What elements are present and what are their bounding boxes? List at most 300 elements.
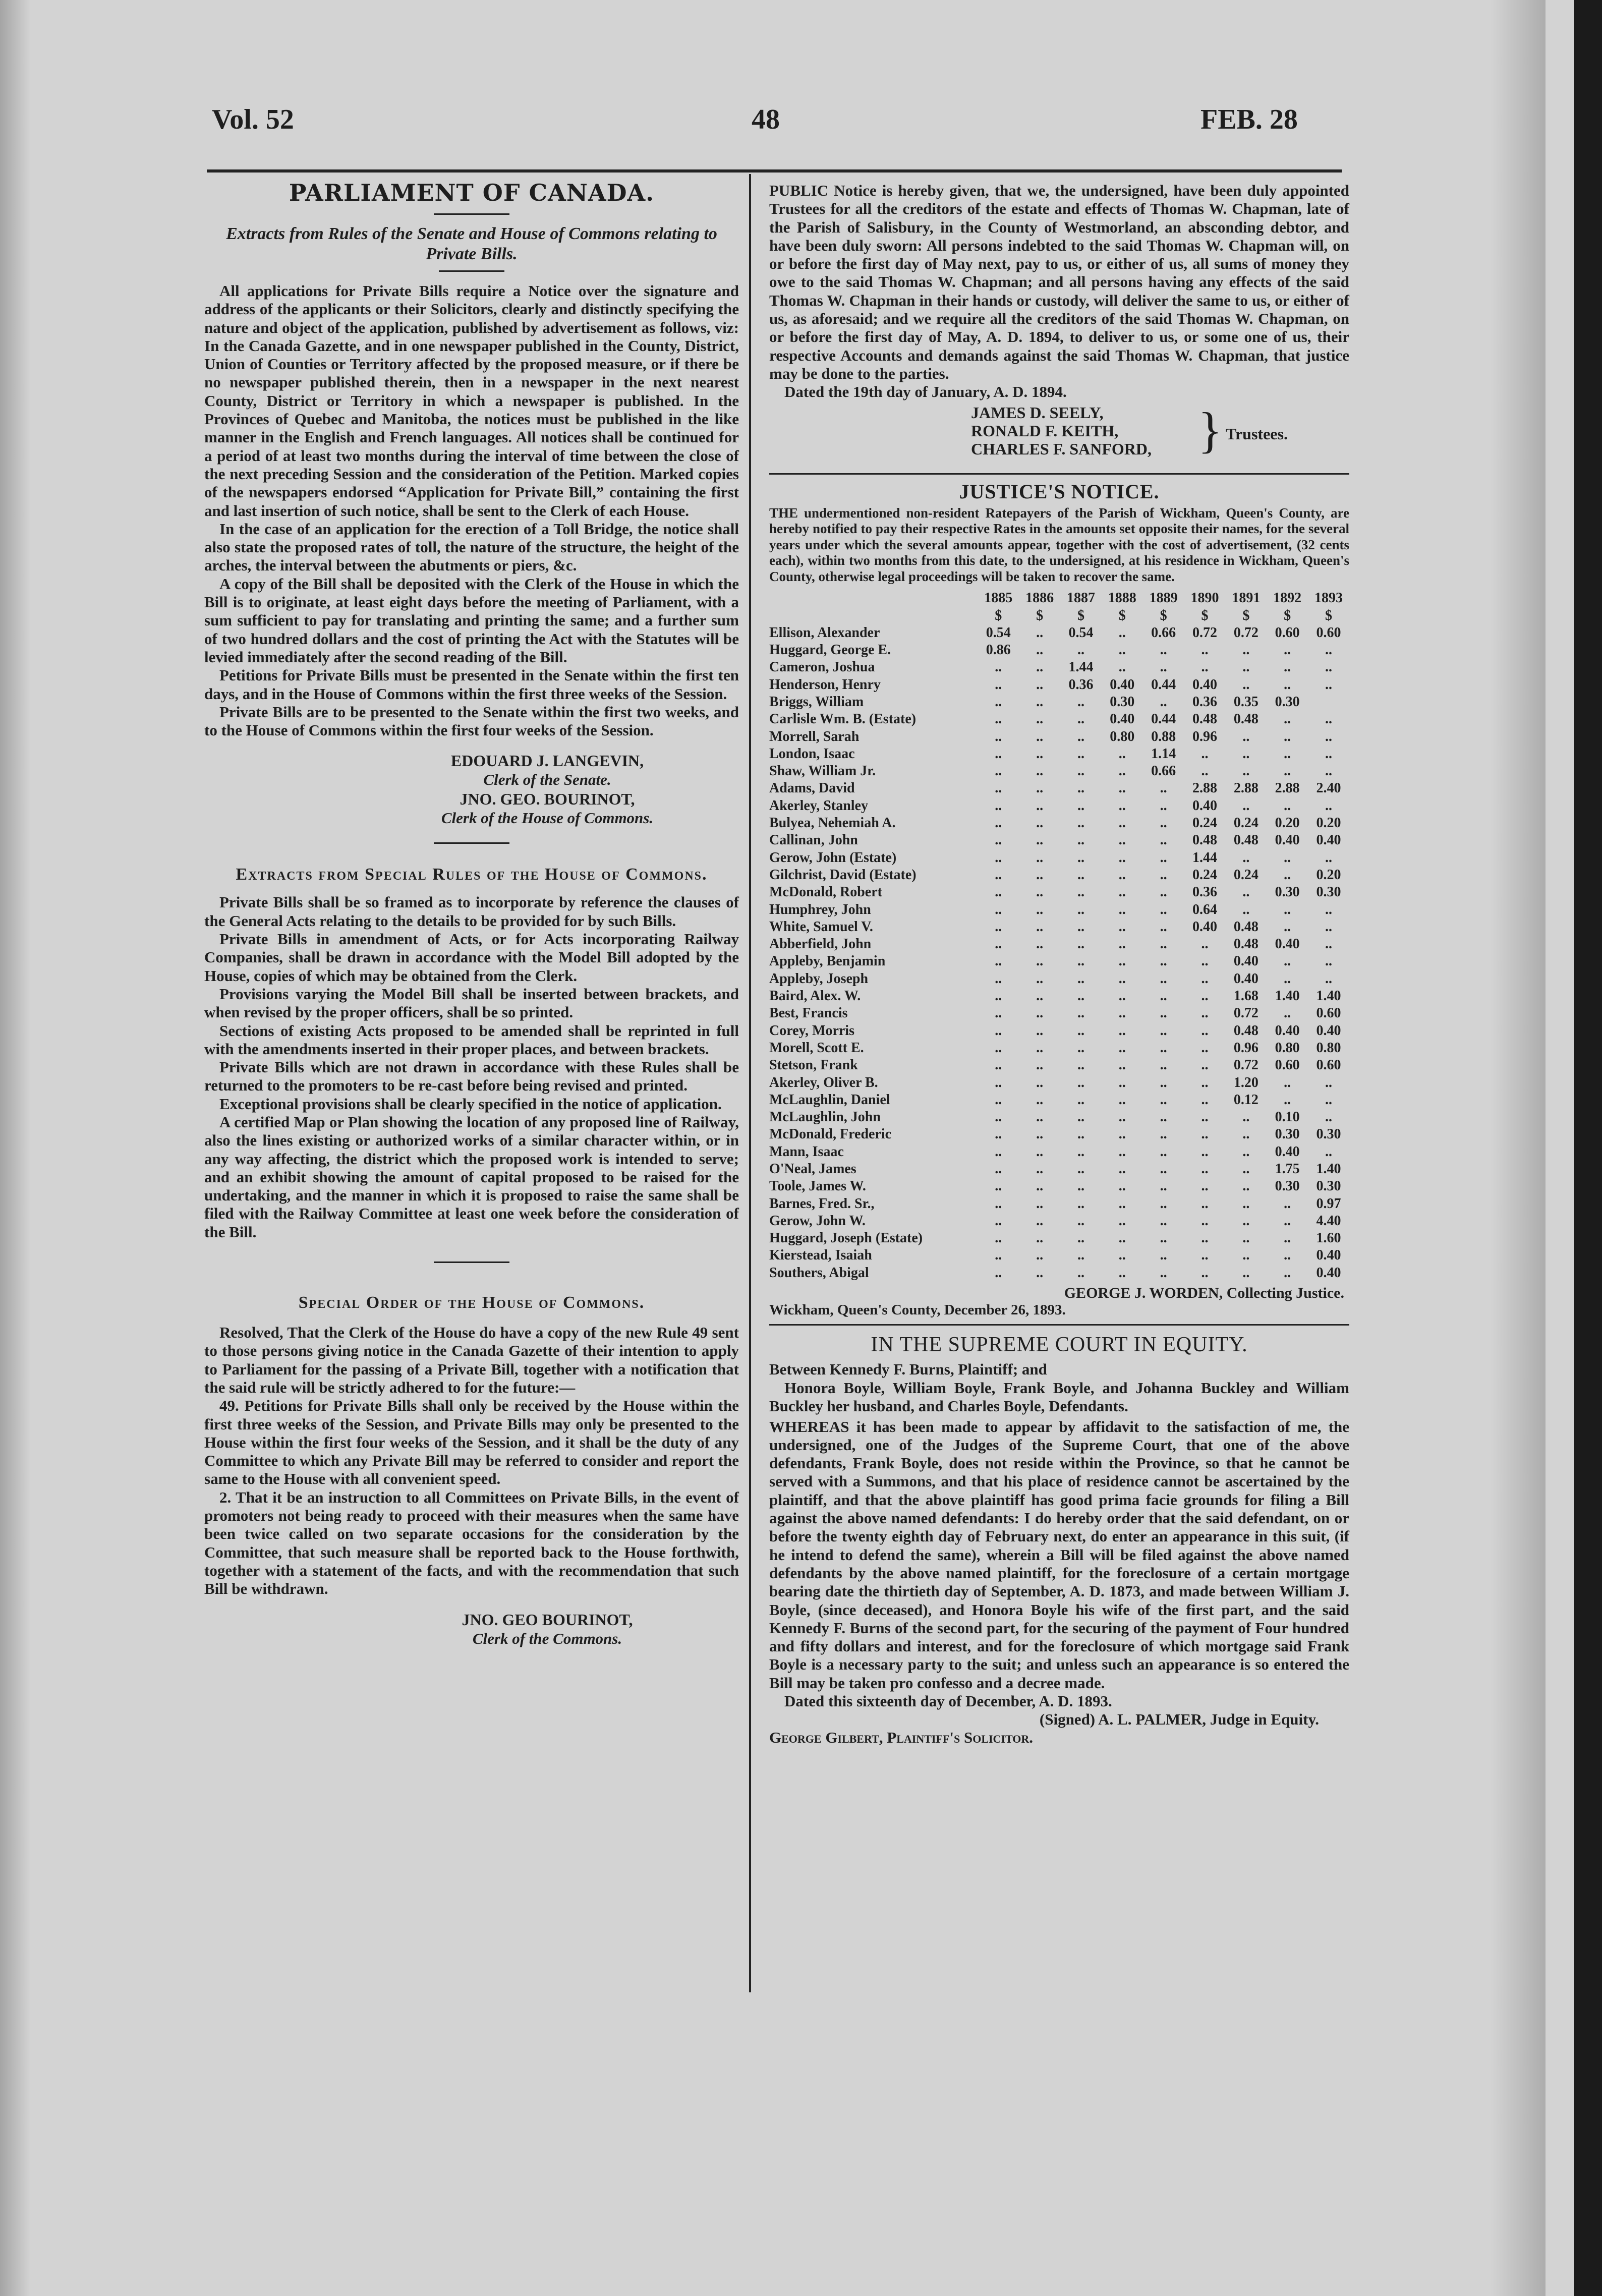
rate-amount: .. (1118, 849, 1126, 866)
rate-amount: 0.60 (1275, 624, 1300, 641)
rate-amount: 0.20 (1275, 815, 1300, 831)
rate-amount: .. (1284, 953, 1291, 969)
rate-amount: .. (1077, 1074, 1084, 1090)
rate-amount: .. (1284, 1230, 1291, 1246)
rate-amount: .. (1160, 1074, 1167, 1090)
rate-amount: 0.48 (1233, 1022, 1258, 1039)
rate-amount: 0.30 (1275, 694, 1300, 710)
rate-amount: .. (1160, 832, 1167, 848)
rate-amount: 0.35 (1233, 694, 1258, 710)
rate-amount: 0.40 (1275, 1022, 1300, 1039)
ratepayer-name: Toole, James W. (769, 1178, 866, 1194)
table-row (769, 642, 1349, 659)
rate-amount: 0.40 (1316, 832, 1341, 848)
rate-amount: .. (995, 1195, 1002, 1212)
rate-amount: .. (1160, 1022, 1167, 1039)
rate-amount: .. (1242, 1247, 1250, 1264)
table-row (769, 1126, 1349, 1143)
rate-amount: .. (1118, 1092, 1126, 1108)
rate-amount: .. (995, 832, 1002, 848)
court-title: IN THE SUPREME COURT IN EQUITY. (871, 1333, 1248, 1356)
table-row (769, 1057, 1349, 1074)
rate-amount: .. (1201, 642, 1209, 658)
paragraph: In the case of an application for the erection of a Toll Bridge, the notice shall also state the proposed rates of toll, the nature of the structure, the height of the arches, the interval between the abutments or piers, &c. (204, 520, 739, 575)
rate-amount: .. (1036, 711, 1044, 727)
rate-amount: 0.24 (1233, 815, 1258, 831)
table-row (769, 1092, 1349, 1109)
table-row (769, 1074, 1349, 1091)
divider (439, 270, 504, 272)
rate-amount: .. (1325, 901, 1333, 917)
table-row (769, 763, 1349, 780)
rate-amount: 0.72 (1192, 624, 1217, 641)
table-row (769, 1109, 1349, 1126)
private-bills-rules (204, 282, 739, 739)
rate-amount: .. (995, 1247, 1002, 1264)
rate-amount: 0.40 (1110, 676, 1135, 693)
rate-amount: .. (995, 1005, 1002, 1021)
rate-amount: .. (1118, 1022, 1126, 1039)
rate-amount: 1.20 (1233, 1074, 1258, 1090)
rate-amount: .. (1036, 694, 1044, 710)
paragraph: Private Bills are to be presented to the Senate within the first two weeks, and to the House of Commons within the first four weeks of the Session. (204, 703, 739, 739)
ratepayer-name: Henderson, Henry (769, 676, 881, 693)
ratepayer-name: Best, Francis (769, 1005, 848, 1021)
divider (434, 1261, 509, 1263)
currency-symbol: $ (1036, 607, 1044, 623)
rate-amount: .. (1036, 659, 1044, 675)
table-row (769, 1178, 1349, 1195)
signature-name: JNO. GEO BOURINOT, (462, 1610, 633, 1629)
rate-amount: .. (1242, 901, 1250, 917)
rate-amount: .. (1036, 970, 1044, 987)
trustee-block (769, 401, 1349, 469)
rate-amount: .. (1036, 919, 1044, 935)
ratepayer-name: Corey, Morris (769, 1022, 854, 1039)
rate-amount: .. (995, 919, 1002, 935)
rate-amount: 0.96 (1233, 1040, 1258, 1056)
table-row (769, 815, 1349, 832)
rate-amount: .. (1160, 1109, 1167, 1125)
ratepayer-name: Appleby, Joseph (769, 970, 869, 987)
rate-amount: .. (995, 849, 1002, 866)
rate-amount: .. (1077, 867, 1084, 883)
rate-amount: .. (1242, 884, 1250, 900)
ratepayer-name: Huggard, Joseph (Estate) (769, 1230, 923, 1246)
rate-amount: .. (1036, 1074, 1044, 1090)
rate-amount: .. (995, 1161, 1002, 1177)
rate-amount: .. (1118, 867, 1126, 883)
rate-amount: .. (995, 659, 1002, 675)
rate-amount: .. (1325, 953, 1333, 969)
rate-amount: .. (1242, 849, 1250, 866)
ratepayer-name: Shaw, William Jr. (769, 763, 876, 779)
rate-amount: 0.36 (1068, 676, 1094, 693)
rate-amount: .. (1036, 728, 1044, 744)
rate-amount: .. (1201, 745, 1209, 762)
justice-notice-title: JUSTICE'S NOTICE. (959, 480, 1160, 503)
rate-amount: .. (1077, 1178, 1084, 1194)
rate-amount: 0.54 (1068, 624, 1094, 641)
rate-amount: .. (1284, 728, 1291, 744)
rate-amount: 0.24 (1192, 867, 1217, 883)
rate-amount: .. (1325, 745, 1333, 762)
rate-amount: 2.88 (1192, 780, 1217, 796)
table-row (769, 1143, 1349, 1161)
rules-subtitle: Extracts from Rules of the Senate and House of Commons relating to Private Bills. (226, 224, 717, 263)
rate-amount: .. (1325, 659, 1333, 675)
rate-amount: .. (995, 1109, 1002, 1125)
rate-amount: .. (1242, 797, 1250, 814)
table-row (769, 953, 1349, 970)
page-shadow-right (1490, 0, 1546, 2296)
rate-amount: .. (1077, 1143, 1084, 1160)
paragraph: All applications for Private Bills require a Notice over the signature and address of the applicants or their Solicitors, clearly and distinctly specifying the nature and object of the application, published by advertisement as follows, viz: In the Canada Gazette, and in one newspaper published in the County, District, Union of Counties or Territory affected by the proposed measure, or if there be no newspaper published therein, then in a newspaper in the next nearest County, District or Territory in which a newspaper is published. In the Provinces of Quebec and Manitoba, the notices must be published in the like manner in the English and French languages. All notices shall be continued for a period of at least two months during the interval of time between the close of the next preceding Session and the consideration of the Petition. Marked copies of the newspapers endorsed “Application for Private Bill,” containing the first and last insertion of such notice, shall be sent to the Clerk of each House. (204, 282, 739, 520)
rate-amount: .. (1242, 676, 1250, 693)
ratepayer-name: London, Isaac (769, 745, 855, 762)
rate-amount: .. (1036, 1143, 1044, 1160)
rate-amount: .. (1118, 901, 1126, 917)
rate-amount: .. (1077, 1230, 1084, 1246)
ratepayers-table (769, 590, 1349, 1282)
rate-amount: .. (1036, 988, 1044, 1004)
year-header-row (769, 590, 1349, 607)
page-shadow-left (0, 0, 30, 2296)
year-header: 1889 (1149, 590, 1178, 606)
rate-amount: 0.44 (1151, 676, 1176, 693)
rate-amount: .. (1325, 711, 1333, 727)
rate-amount: 0.60 (1316, 1057, 1341, 1073)
rate-amount: .. (995, 1265, 1002, 1281)
rate-amount: 0.40 (1316, 1247, 1341, 1264)
rate-amount: 0.86 (986, 642, 1011, 658)
rate-amount: .. (1118, 1109, 1126, 1125)
right-column (769, 182, 1349, 1747)
rate-amount: .. (1077, 953, 1084, 969)
table-row (769, 1161, 1349, 1178)
table-row (769, 797, 1349, 815)
ratepayer-name: McLaughlin, John (769, 1109, 881, 1125)
rate-amount: 0.48 (1233, 936, 1258, 952)
rate-amount: .. (1284, 901, 1291, 917)
rate-amount: .. (1160, 797, 1167, 814)
court-order-date: Dated this sixteenth day of December, A. D. 1893. (784, 1692, 1112, 1710)
rate-amount: .. (1036, 953, 1044, 969)
brace-icon: } (1198, 401, 1222, 458)
header-rule (207, 169, 1342, 173)
rate-amount: .. (1160, 936, 1167, 952)
rate-amount: 0.24 (1233, 867, 1258, 883)
currency-symbol: $ (1077, 607, 1084, 623)
rate-amount: .. (1325, 1074, 1333, 1090)
rate-amount: .. (1118, 815, 1126, 831)
rate-amount: .. (1077, 832, 1084, 848)
table-row (769, 1230, 1349, 1247)
currency-symbol: $ (1242, 607, 1250, 623)
rate-amount: .. (1325, 763, 1333, 779)
rate-amount: .. (1201, 1109, 1209, 1125)
rate-amount: 0.48 (1233, 711, 1258, 727)
ratepayer-name: Morrell, Sarah (769, 728, 860, 744)
trustee-name: CHARLES F. SANFORD, (971, 439, 1152, 458)
rate-amount: .. (1077, 1195, 1084, 1212)
ratepayer-name: Akerley, Stanley (769, 797, 868, 814)
table-row (769, 1022, 1349, 1039)
rate-amount: .. (1284, 1195, 1291, 1212)
rate-amount: .. (1077, 728, 1084, 744)
rate-amount: .. (1160, 659, 1167, 675)
rate-amount: .. (1077, 1040, 1084, 1056)
rate-amount: .. (1284, 745, 1291, 762)
paragraph: 2. That it be an instruction to all Committees on Private Bills, in the event of promoters not being ready to proceed with their measures when the same have been twice called on two separate occasions for the consideration by the Committee, that such measure shall be reported back to the House forthwith, together with a statement of the facts, and with the recommendation that such Bill be withdrawn. (204, 1488, 739, 1598)
table-row (769, 901, 1349, 918)
signature-title: Clerk of the Senate. (483, 771, 611, 789)
rate-amount: .. (995, 988, 1002, 1004)
table-row (769, 988, 1349, 1005)
rate-amount: .. (1036, 1178, 1044, 1194)
rate-amount: .. (995, 1126, 1002, 1142)
rate-amount: .. (995, 936, 1002, 952)
rate-amount: .. (1036, 1057, 1044, 1073)
paragraph: A certified Map or Plan showing the location of any proposed line of Railway, also the lines existing or authorized works of a similar character within, or in any way affecting, the district which the proposed work is intended to serve; and an exhibit showing the amount of capital proposed to be raised for the undertaking, and the manner in which it is proposed to raise the same shall be filed with the Railway Committee at least one week before the consideration of the Bill. (204, 1113, 739, 1241)
rate-amount: 0.66 (1151, 624, 1176, 641)
rate-amount: 0.30 (1316, 1126, 1341, 1142)
ratepayer-name: White, Samuel V. (769, 919, 873, 935)
paragraph: A copy of the Bill shall be deposited with the Clerk of the House in which the Bill is to originate, at least eight days before the meeting of Parliament, with a sum sufficient to pay for translating and printing the same; and a further sum of two hundred dollars and the cost of printing the Act with the Statutes will be levied immediately after the second reading of the Bill. (204, 575, 739, 666)
ratepayer-name: Barnes, Fred. Sr., (769, 1195, 875, 1212)
rate-amount: .. (1118, 1195, 1126, 1212)
rate-amount: .. (995, 970, 1002, 987)
rate-amount: .. (1077, 936, 1084, 952)
rate-amount: .. (1160, 1247, 1167, 1264)
rate-amount: .. (1160, 1213, 1167, 1229)
rate-amount: .. (1160, 1161, 1167, 1177)
rate-amount: .. (1160, 867, 1167, 883)
rate-amount: 1.40 (1275, 988, 1300, 1004)
rate-amount: .. (1036, 1040, 1044, 1056)
rate-amount: .. (1118, 1040, 1126, 1056)
rate-amount: 0.30 (1275, 1178, 1300, 1194)
rate-amount: .. (1242, 1178, 1250, 1194)
table-row (769, 728, 1349, 745)
rate-amount: .. (1242, 1143, 1250, 1160)
rate-amount: .. (995, 1074, 1002, 1090)
rate-amount: .. (1077, 1057, 1084, 1073)
rate-amount: .. (1160, 1230, 1167, 1246)
ratepayer-name: Ellison, Alexander (769, 624, 880, 641)
rate-amount: 0.40 (1275, 1143, 1300, 1160)
rate-amount: .. (1160, 1057, 1167, 1073)
rate-amount: .. (1201, 1161, 1209, 1177)
rate-amount: .. (1160, 1178, 1167, 1194)
divider (434, 213, 509, 215)
rate-amount: .. (1201, 1092, 1209, 1108)
rate-amount: .. (1284, 676, 1291, 693)
ratepayer-name: Adams, David (769, 780, 855, 796)
currency-row (769, 607, 1349, 624)
rate-amount: .. (1077, 901, 1084, 917)
rate-amount: .. (1201, 1213, 1209, 1229)
ratepayer-name: Kierstead, Isaiah (769, 1247, 872, 1264)
rate-amount: 0.48 (1192, 711, 1217, 727)
rate-amount: .. (1201, 1057, 1209, 1073)
rate-amount: .. (1118, 1213, 1126, 1229)
rate-amount: .. (1284, 970, 1291, 987)
rate-amount: .. (1160, 1092, 1167, 1108)
rate-amount: .. (1201, 1143, 1209, 1160)
rate-amount: .. (1036, 1092, 1044, 1108)
notice-date: Dated the 19th day of January, A. D. 1894. (784, 383, 1067, 401)
rate-amount: .. (1036, 867, 1044, 883)
rate-amount: .. (1160, 1040, 1167, 1056)
rate-amount: .. (1036, 884, 1044, 900)
rate-amount: .. (1036, 815, 1044, 831)
table-row (769, 1195, 1349, 1212)
rate-amount: .. (1284, 1265, 1291, 1281)
rate-amount: .. (1077, 919, 1084, 935)
rate-amount: .. (1201, 1230, 1209, 1246)
table-row (769, 694, 1349, 711)
table-row (769, 867, 1349, 884)
rate-amount: .. (1077, 815, 1084, 831)
rate-amount: .. (1284, 1092, 1291, 1108)
rate-amount: .. (1077, 1126, 1084, 1142)
rate-amount: .. (1036, 849, 1044, 866)
rate-amount: .. (995, 745, 1002, 762)
rate-amount: .. (1118, 1074, 1126, 1090)
rate-amount: 0.72 (1233, 1057, 1258, 1073)
table-row (769, 624, 1349, 642)
signature-title: Clerk of the House of Commons. (441, 809, 654, 827)
rate-amount: .. (1325, 919, 1333, 935)
rate-amount: .. (1036, 1126, 1044, 1142)
rate-amount: .. (995, 901, 1002, 917)
table-row (769, 1265, 1349, 1282)
ratepayer-name: Mann, Isaac (769, 1143, 844, 1160)
ratepayer-name: Carlisle Wm. B. (Estate) (769, 711, 917, 727)
rate-amount: 0.30 (1275, 1126, 1300, 1142)
rate-amount: 0.48 (1233, 919, 1258, 935)
rate-amount: .. (1077, 763, 1084, 779)
rate-amount: .. (1201, 1074, 1209, 1090)
rate-amount: .. (1118, 624, 1126, 641)
rate-amount: .. (1118, 1057, 1126, 1073)
divider (769, 473, 1349, 475)
rate-amount: .. (1118, 763, 1126, 779)
rate-amount: .. (1201, 953, 1209, 969)
rate-amount: .. (1036, 676, 1044, 693)
rate-amount: 0.40 (1192, 797, 1217, 814)
rate-amount: .. (1036, 763, 1044, 779)
rate-amount: .. (1036, 1195, 1044, 1212)
rate-amount: .. (1118, 1161, 1126, 1177)
rate-amount: .. (1325, 970, 1333, 987)
rate-amount: .. (1036, 797, 1044, 814)
rate-amount: 0.40 (1192, 919, 1217, 935)
section-heading: Special Order of the House of Commons. (298, 1293, 645, 1312)
paragraph: Private Bills shall be so framed as to incorporate by reference the clauses of the General Acts relating to the details to be provided for by such Bills. (204, 893, 739, 930)
divider (769, 1324, 1349, 1326)
rate-amount: .. (1160, 884, 1167, 900)
rate-amount: 0.40 (1233, 953, 1258, 969)
ratepayer-name: Baird, Alex. W. (769, 988, 861, 1004)
paragraph: Exceptional provisions shall be clearly specified in the notice of application. (219, 1095, 722, 1113)
rate-amount: 4.40 (1316, 1213, 1341, 1229)
rate-amount: .. (995, 728, 1002, 744)
rate-amount: 0.64 (1192, 901, 1217, 917)
column-divider (749, 174, 751, 1992)
year-header: 1893 (1314, 590, 1343, 606)
rate-amount: .. (1077, 988, 1084, 1004)
rate-amount: .. (1077, 711, 1084, 727)
table-row (769, 970, 1349, 988)
court-judge-signature: (Signed) A. L. PALMER, Judge in Equity. (1039, 1710, 1319, 1729)
divider (434, 842, 509, 844)
year-header: 1890 (1190, 590, 1219, 606)
rate-amount: 0.40 (1192, 676, 1217, 693)
rate-amount: 1.75 (1275, 1161, 1300, 1177)
ratepayer-name: McDonald, Frederic (769, 1126, 892, 1142)
rate-amount: .. (995, 676, 1002, 693)
rate-amount: 1.68 (1233, 988, 1258, 1004)
rate-amount: .. (1325, 849, 1333, 866)
rate-amount: 0.20 (1316, 867, 1341, 883)
special-rules (204, 893, 739, 1241)
table-row (769, 676, 1349, 694)
rate-amount: .. (1201, 1040, 1209, 1056)
rate-amount: .. (995, 711, 1002, 727)
table-row (769, 832, 1349, 849)
rate-amount: .. (995, 1057, 1002, 1073)
rate-amount: .. (1242, 763, 1250, 779)
rate-amount: .. (1036, 1247, 1044, 1264)
rate-amount: 2.40 (1316, 780, 1341, 796)
rate-amount: .. (1325, 1109, 1333, 1125)
rate-amount: .. (1284, 849, 1291, 866)
rate-amount: .. (1077, 970, 1084, 987)
table-row (769, 745, 1349, 763)
rate-amount: .. (1325, 1143, 1333, 1160)
table-row (769, 849, 1349, 867)
rate-amount: .. (1118, 1265, 1126, 1281)
rate-amount: .. (1201, 970, 1209, 987)
rate-amount: .. (1160, 849, 1167, 866)
rate-amount: .. (1036, 832, 1044, 848)
court-parties-between: Between Kennedy F. Burns, Plaintiff; and (769, 1360, 1047, 1378)
special-order (204, 1324, 739, 1598)
left-column (204, 179, 739, 1648)
rate-amount: .. (1284, 711, 1291, 727)
rate-amount: 0.72 (1233, 1005, 1258, 1021)
rate-amount: .. (1242, 1213, 1250, 1229)
signature-name: JNO. GEO. BOURINOT, (460, 790, 635, 809)
rate-amount: .. (1118, 936, 1126, 952)
rate-amount: .. (1118, 797, 1126, 814)
paragraph: Provisions varying the Model Bill shall be inserted between brackets, and when revised by the proper officers, shall be so printed. (204, 985, 739, 1021)
rate-amount: .. (995, 1022, 1002, 1039)
section-heading: Extracts from Special Rules of the House of Commons. (236, 865, 708, 884)
ratepayer-name: Stetson, Frank (769, 1057, 858, 1073)
rate-amount: .. (1036, 624, 1044, 641)
paragraph: Sections of existing Acts proposed to be amended shall be reprinted in full with the amendments inserted in their proper places, and between brackets. (204, 1021, 739, 1058)
rate-amount: .. (1201, 763, 1209, 779)
rate-amount: .. (1242, 1161, 1250, 1177)
ratepayer-name: Callinan, John (769, 832, 858, 848)
paragraph: Private Bills in amendment of Acts, or for Acts incorporating Railway Companies, shall be drawn in accordance with the Model Bill adopted by the House, copies of which may be obtained from the Clerk. (204, 930, 739, 985)
rate-amount: .. (1118, 659, 1126, 675)
rate-amount: 1.44 (1068, 659, 1094, 675)
rate-amount: 0.12 (1233, 1092, 1258, 1108)
